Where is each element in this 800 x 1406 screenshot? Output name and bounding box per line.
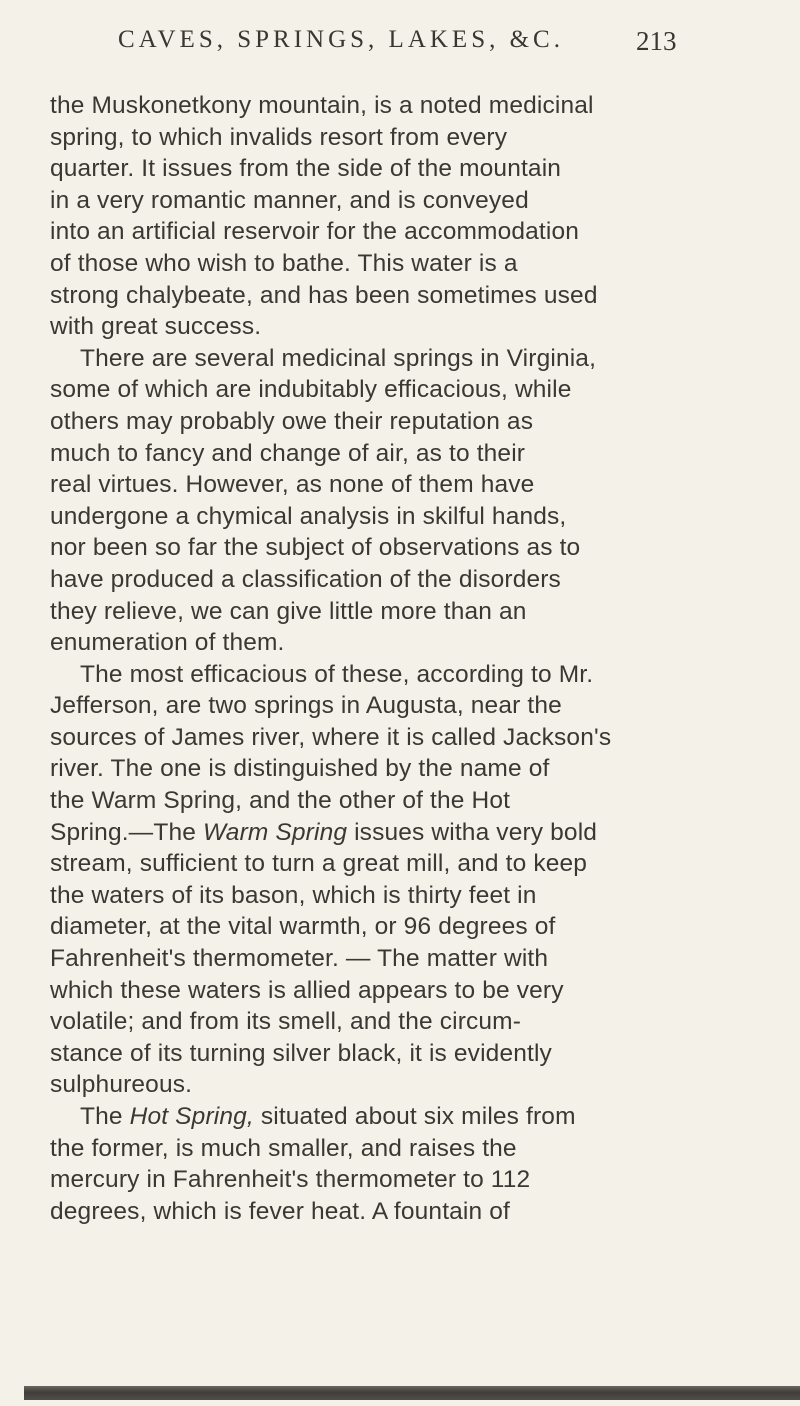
text-line: strong chalybeate, and has been sometimes used [50, 281, 598, 309]
text-line: have produced a classification of the disorders [50, 565, 561, 593]
text-line: the Muskonetkony mountain, is a noted medicinal [50, 92, 594, 119]
text-line: with great success. [50, 313, 262, 341]
text-line: stream, sufficient to turn a great mill, and to keep [50, 850, 588, 878]
text-line: sources of James river, where it is called Jackson's [50, 723, 612, 751]
text-line: much to fancy and change of air, as to their [50, 439, 526, 467]
text-line: others may probably owe their reputation as [50, 407, 534, 435]
text-line: Fahrenheit's thermometer. — The matter with [50, 945, 549, 973]
text-line: undergone a chymical analysis in skilful hands, [50, 502, 567, 530]
italic-term-hot-spring: Hot Spring, [129, 1103, 254, 1130]
text-line-mixed [50, 817, 770, 849]
text-line: diameter, at the vital warmth, or 96 degrees of [50, 913, 556, 941]
text-line: the Warm Spring, and the other of the Hot [50, 787, 511, 815]
text-line: sulphureous. [50, 1071, 193, 1099]
text-line: of those who wish to bathe. This water is a [50, 249, 518, 277]
paragraph-start-line: There are several medicinal springs in Virginia, [80, 344, 597, 372]
text-line: stance of its turning silver black, it is evidently [50, 1039, 552, 1067]
text-line: volatile; and from its smell, and the circum- [50, 1008, 522, 1036]
paragraph-start-line-mixed [50, 1101, 770, 1133]
text-line: mercury in Fahrenheit's thermometer to 112 [50, 1166, 531, 1194]
text-line: real virtues. However, as none of them have [50, 471, 535, 499]
text-line: the former, is much smaller, and raises the [50, 1134, 517, 1162]
text-line: nor been so far the subject of observations as to [50, 534, 581, 562]
page-number: 213 [636, 26, 677, 56]
text-line: Jefferson, are two springs in Augusta, near the [50, 692, 562, 720]
text-line: quarter. It issues from the side of the mountain [50, 155, 562, 183]
italic-term-warm-spring: Warm Spring [202, 818, 348, 846]
text-line: which these waters is allied appears to be very [50, 976, 564, 1004]
running-head [118, 26, 718, 66]
page-bottom-edge [24, 1386, 800, 1400]
paragraph-start-line: The most efficacious of these, according to Mr. [80, 660, 594, 688]
text-line: degrees, which is fever heat. A fountain of [50, 1197, 510, 1225]
text-segment: The [80, 1103, 123, 1130]
running-title: CAVES, SPRINGS, LAKES, &C. [118, 26, 564, 53]
body-text [50, 90, 770, 1227]
text-segment: Spring.—The [50, 818, 196, 846]
text-line: they relieve, we can give little more than an [50, 597, 527, 625]
text-line: in a very romantic manner, and is conveyed [50, 186, 529, 214]
text-segment: situated about six miles from [260, 1103, 576, 1130]
text-line: the waters of its bason, which is thirty feet in [50, 881, 537, 909]
text-line: some of which are indubitably efficacious, while [50, 376, 572, 404]
text-line: enumeration of them. [50, 629, 285, 657]
text-line: into an artificial reservoir for the accommodation [50, 218, 580, 246]
text-line: river. The one is distinguished by the name of [50, 755, 550, 783]
text-line: spring, to which invalids resort from every [50, 123, 508, 151]
text-segment: issues witha very bold [354, 818, 598, 846]
